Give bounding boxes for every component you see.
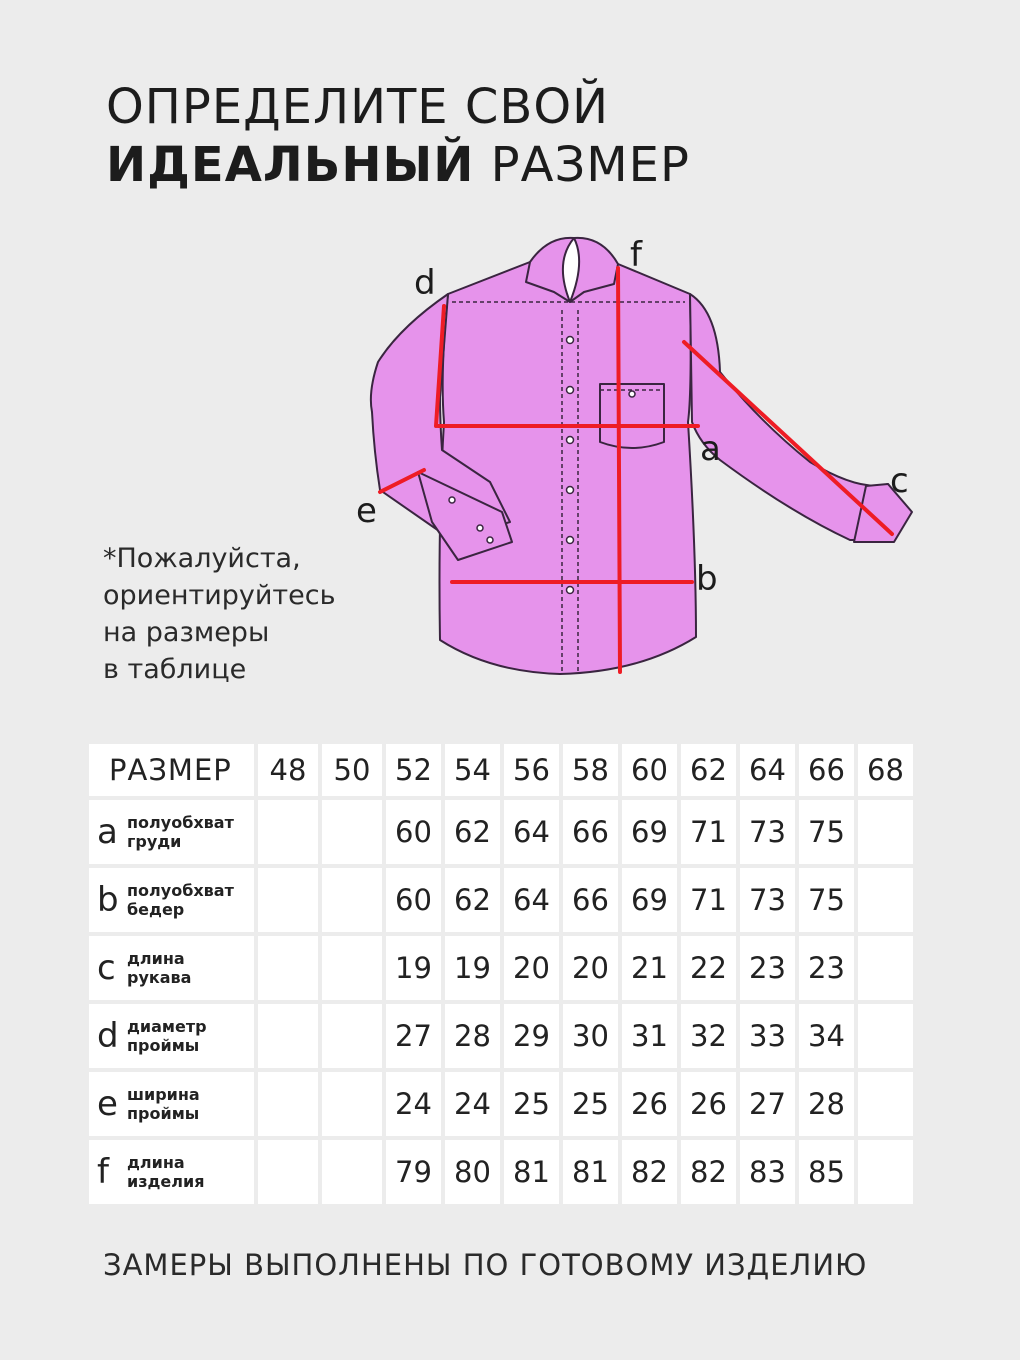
row-desc-line2: изделия xyxy=(127,1172,205,1191)
table-cell xyxy=(858,868,913,932)
row-description xyxy=(123,949,191,987)
title-rest-word: РАЗМЕР xyxy=(490,137,690,193)
table-cell: 79 xyxy=(386,1140,441,1204)
row-label-content xyxy=(89,1153,254,1191)
row-label-content xyxy=(89,1085,254,1123)
table-cell: 85 xyxy=(799,1140,854,1204)
note-line: на размеры xyxy=(103,617,270,648)
table-cell: 23 xyxy=(740,936,795,1000)
table-cell: 73 xyxy=(740,868,795,932)
table-cell xyxy=(258,868,318,932)
table-cell: 71 xyxy=(681,868,736,932)
table-cell: 81 xyxy=(563,1140,618,1204)
row-letter: e xyxy=(97,1084,118,1124)
shirt-body xyxy=(440,262,697,674)
table-cell: 33 xyxy=(740,1004,795,1068)
row-letter: b xyxy=(97,880,119,920)
table-cell: 73 xyxy=(740,800,795,864)
table-cell: 82 xyxy=(622,1140,677,1204)
measure-label-e: e xyxy=(356,491,377,531)
row-desc-line1: полуобхват xyxy=(127,813,234,832)
table-cell xyxy=(258,1140,318,1204)
table-cell: 19 xyxy=(386,936,441,1000)
size-header-row xyxy=(89,744,913,796)
size-header-cell: 56 xyxy=(504,744,559,796)
table-cell xyxy=(322,1004,382,1068)
table-cell: 66 xyxy=(563,868,618,932)
size-header-cell: 54 xyxy=(445,744,500,796)
table-cell xyxy=(322,1140,382,1204)
size-header-cell: 48 xyxy=(258,744,318,796)
shirt-diagram xyxy=(340,222,940,692)
table-row xyxy=(89,1004,913,1068)
row-letter: d xyxy=(97,1016,119,1056)
row-desc-line2: рукава xyxy=(127,968,192,987)
table-cell: 24 xyxy=(386,1072,441,1136)
row-label xyxy=(89,800,254,864)
table-cell: 20 xyxy=(563,936,618,1000)
size-header-label: РАЗМЕР xyxy=(89,744,254,796)
table-cell: 62 xyxy=(445,800,500,864)
note-line: ориентируйтесь xyxy=(103,580,336,611)
row-description xyxy=(123,1017,207,1055)
row-desc-line2: проймы xyxy=(127,1104,200,1123)
row-desc-line1: длина xyxy=(127,949,185,968)
measure-label-a: a xyxy=(700,429,721,469)
row-description xyxy=(123,1153,204,1191)
row-desc-line1: ширина xyxy=(127,1085,200,1104)
table-cell: 82 xyxy=(681,1140,736,1204)
table-row xyxy=(89,1072,913,1136)
table-cell: 25 xyxy=(504,1072,559,1136)
shirt-illustration xyxy=(340,222,940,692)
measure-f xyxy=(618,268,620,672)
table-row xyxy=(89,936,913,1000)
table-cell: 81 xyxy=(504,1140,559,1204)
size-header-cell: 62 xyxy=(681,744,736,796)
table-cell: 71 xyxy=(681,800,736,864)
table-cell: 64 xyxy=(504,868,559,932)
table-cell: 22 xyxy=(681,936,736,1000)
table-cell: 28 xyxy=(445,1004,500,1068)
table-cell xyxy=(858,1140,913,1204)
size-header-cell: 60 xyxy=(622,744,677,796)
table-cell: 27 xyxy=(740,1072,795,1136)
table-cell xyxy=(258,1004,318,1068)
table-cell xyxy=(322,936,382,1000)
table-cell xyxy=(858,1004,913,1068)
table-cell xyxy=(322,1072,382,1136)
row-label-content xyxy=(89,949,254,987)
table-cell: 23 xyxy=(799,936,854,1000)
row-description xyxy=(123,1085,200,1123)
row-label-content xyxy=(89,1017,254,1055)
table-cell: 34 xyxy=(799,1004,854,1068)
size-header-cell: 68 xyxy=(858,744,913,796)
table-row xyxy=(89,868,913,932)
table-cell xyxy=(258,936,318,1000)
table-cell: 60 xyxy=(386,800,441,864)
table-cell: 28 xyxy=(799,1072,854,1136)
row-label-content xyxy=(89,813,254,851)
table-row xyxy=(89,1140,913,1204)
table-row xyxy=(89,800,913,864)
table-cell: 26 xyxy=(622,1072,677,1136)
table-cell xyxy=(858,936,913,1000)
measure-label-d: d xyxy=(414,263,436,303)
row-description xyxy=(123,813,234,851)
table-cell: 80 xyxy=(445,1140,500,1204)
table-cell: 75 xyxy=(799,868,854,932)
table-cell: 26 xyxy=(681,1072,736,1136)
table-cell: 19 xyxy=(445,936,500,1000)
title-line-2 xyxy=(106,136,690,194)
row-description xyxy=(123,881,234,919)
title-bold-word: ИДЕАЛЬНЫЙ xyxy=(106,137,475,193)
table-cell: 30 xyxy=(563,1004,618,1068)
table-cell: 69 xyxy=(622,800,677,864)
page-title xyxy=(106,78,690,194)
table-cell xyxy=(858,1072,913,1136)
table-cell xyxy=(858,800,913,864)
row-letter: a xyxy=(97,812,118,852)
measure-label-f: f xyxy=(630,235,642,275)
measure-label-b: b xyxy=(696,559,718,599)
table-cell xyxy=(322,800,382,864)
size-header-cell: 52 xyxy=(386,744,441,796)
table-cell xyxy=(322,868,382,932)
table-cell: 69 xyxy=(622,868,677,932)
table-cell: 60 xyxy=(386,868,441,932)
table-cell: 25 xyxy=(563,1072,618,1136)
row-desc-line2: бедер xyxy=(127,900,185,919)
note-line: *Пожалуйста, xyxy=(103,543,301,574)
footer-note: ЗАМЕРЫ ВЫПОЛНЕНЫ ПО ГОТОВОМУ ИЗДЕЛИЮ xyxy=(103,1248,868,1282)
note-line: в таблице xyxy=(103,654,247,685)
table-cell: 75 xyxy=(799,800,854,864)
measure-label-c: c xyxy=(890,461,909,501)
table-cell: 83 xyxy=(740,1140,795,1204)
row-desc-line1: диаметр xyxy=(127,1017,207,1036)
table-cell: 20 xyxy=(504,936,559,1000)
table-cell: 31 xyxy=(622,1004,677,1068)
title-line-1: ОПРЕДЕЛИТЕ СВОЙ xyxy=(106,79,610,135)
row-label xyxy=(89,1140,254,1204)
size-note xyxy=(103,540,336,688)
size-header-cell: 64 xyxy=(740,744,795,796)
table-cell xyxy=(258,800,318,864)
size-table xyxy=(85,740,917,1208)
row-desc-line2: груди xyxy=(127,832,182,851)
size-header-cell: 66 xyxy=(799,744,854,796)
table-cell: 32 xyxy=(681,1004,736,1068)
row-letter: c xyxy=(97,948,116,988)
table-cell: 64 xyxy=(504,800,559,864)
row-desc-line1: длина xyxy=(127,1153,185,1172)
row-desc-line1: полуобхват xyxy=(127,881,234,900)
size-header-cell: 50 xyxy=(322,744,382,796)
table-cell: 27 xyxy=(386,1004,441,1068)
row-label xyxy=(89,1072,254,1136)
row-desc-line2: проймы xyxy=(127,1036,200,1055)
row-label-content xyxy=(89,881,254,919)
table-cell: 24 xyxy=(445,1072,500,1136)
row-label xyxy=(89,936,254,1000)
table-cell: 62 xyxy=(445,868,500,932)
table-cell xyxy=(258,1072,318,1136)
row-letter: f xyxy=(97,1152,109,1192)
row-label xyxy=(89,868,254,932)
size-header-cell: 58 xyxy=(563,744,618,796)
table-cell: 29 xyxy=(504,1004,559,1068)
table-cell: 66 xyxy=(563,800,618,864)
table-cell: 21 xyxy=(622,936,677,1000)
row-label xyxy=(89,1004,254,1068)
